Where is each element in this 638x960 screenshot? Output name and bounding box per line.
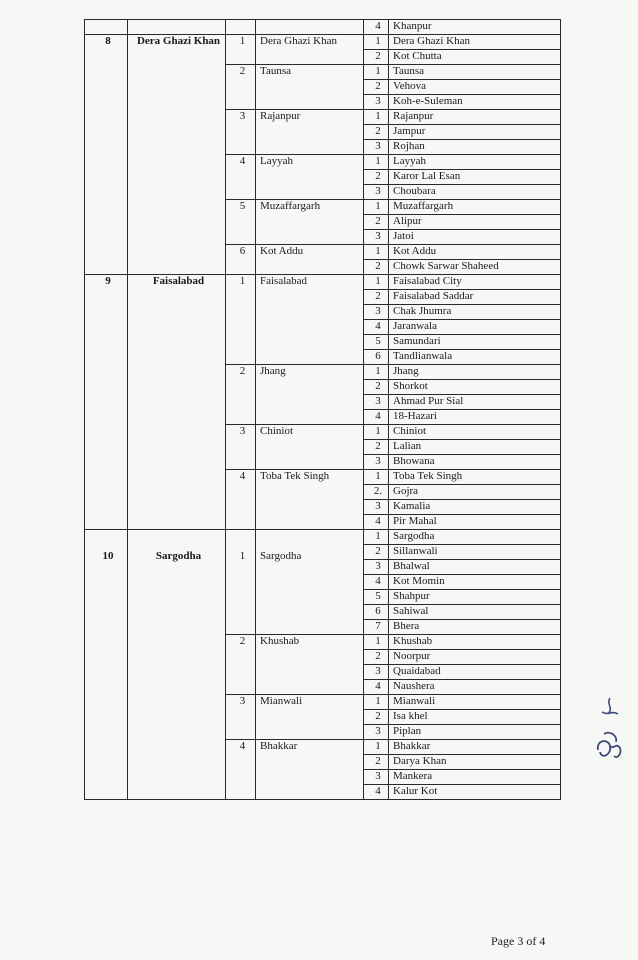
tehsil-name: Koh-e-Suleman	[389, 95, 561, 110]
tehsil-name: Jhang	[389, 365, 561, 380]
division-name: Sargodha	[128, 530, 226, 800]
district-number: 6	[226, 245, 256, 275]
tehsil-name: Isa khel	[389, 710, 561, 725]
tehsil-name: Bhalwal	[389, 560, 561, 575]
division-name-cell	[128, 20, 226, 35]
tehsil-number: 6	[364, 350, 389, 365]
tehsil-name: 18-Hazari	[389, 410, 561, 425]
district-number: 3	[226, 425, 256, 470]
tehsil-name: Naushera	[389, 680, 561, 695]
tehsil-name: Shorkot	[389, 380, 561, 395]
district-number: 4	[226, 470, 256, 530]
page-number: Page 3 of 4	[491, 934, 546, 948]
district-number: 4	[226, 740, 256, 800]
tehsil-name: Noorpur	[389, 650, 561, 665]
table-body	[85, 20, 561, 800]
district-number: 2	[226, 65, 256, 110]
tehsil-name: Chak Jhumra	[389, 305, 561, 320]
tehsil-number: 2	[364, 545, 389, 560]
district-name: Jhang	[256, 365, 364, 425]
tehsil-name: Ahmad Pur Sial	[389, 395, 561, 410]
tehsil-name: Mianwali	[389, 695, 561, 710]
district-number: 3	[226, 110, 256, 155]
division-district-tehsil-table	[84, 19, 561, 800]
tehsil-number: 3	[364, 500, 389, 515]
tehsil-number: 2.	[364, 485, 389, 500]
district-number: 1	[226, 275, 256, 365]
district-name: Sargodha	[256, 530, 364, 635]
tehsil-number: 2	[364, 170, 389, 185]
tehsil-number: 3	[364, 230, 389, 245]
tehsil-number: 2	[364, 215, 389, 230]
tehsil-name: Jampur	[389, 125, 561, 140]
tehsil-number: 1	[364, 110, 389, 125]
tehsil-name: Gojra	[389, 485, 561, 500]
tehsil-number: 1	[364, 245, 389, 260]
tehsil-name: Piplan	[389, 725, 561, 740]
tehsil-number: 2	[364, 710, 389, 725]
tehsil-name: Samundari	[389, 335, 561, 350]
district-name: Taunsa	[256, 65, 364, 110]
tehsil-number: 5	[364, 590, 389, 605]
tehsil-name: Vehova	[389, 80, 561, 95]
tehsil-number: 2	[364, 650, 389, 665]
district-number: 2	[226, 635, 256, 695]
table-row	[85, 530, 561, 545]
tehsil-name: Faisalabad City	[389, 275, 561, 290]
tehsil-number: 1	[364, 35, 389, 50]
tehsil-number: 4	[364, 680, 389, 695]
table-row	[85, 20, 561, 35]
division-number: 10	[85, 530, 128, 800]
tehsil-number: 4	[364, 785, 389, 800]
tehsil-number: 2	[364, 755, 389, 770]
tehsil-number: 3	[364, 560, 389, 575]
tehsil-name: Lalian	[389, 440, 561, 455]
tehsil-number: 3	[364, 725, 389, 740]
district-name: Bhakkar	[256, 740, 364, 800]
signature-mark	[588, 690, 628, 780]
table-row	[85, 35, 561, 50]
tehsil-number: 3	[364, 395, 389, 410]
tehsil-number: 2	[364, 260, 389, 275]
district-number: 5	[226, 200, 256, 245]
tehsil-number: 1	[364, 530, 389, 545]
tehsil-name: Dera Ghazi Khan	[389, 35, 561, 50]
tehsil-name: Darya Khan	[389, 755, 561, 770]
tehsil-name: Rajanpur	[389, 110, 561, 125]
tehsil-number: 1	[364, 275, 389, 290]
district-number: 1	[226, 530, 256, 635]
tehsil-name: Jaranwala	[389, 320, 561, 335]
tehsil-name: Mankera	[389, 770, 561, 785]
tehsil-name: Karor Lal Esan	[389, 170, 561, 185]
district-name: Dera Ghazi Khan	[256, 35, 364, 65]
tehsil-name: Pir Mahal	[389, 515, 561, 530]
tehsil-name: Faisalabad Saddar	[389, 290, 561, 305]
division-name: Dera Ghazi Khan	[128, 35, 226, 275]
tehsil-name: Jatoi	[389, 230, 561, 245]
tehsil-number: 4	[364, 515, 389, 530]
tehsil-name: Kot Momin	[389, 575, 561, 590]
tehsil-number: 1	[364, 635, 389, 650]
tehsil-name: Layyah	[389, 155, 561, 170]
division-number-cell	[85, 20, 128, 35]
tehsil-name: Alipur	[389, 215, 561, 230]
tehsil-number: 4	[364, 320, 389, 335]
division-number: 9	[85, 275, 128, 530]
tehsil-name: Muzaffargarh	[389, 200, 561, 215]
tehsil-number: 2	[364, 440, 389, 455]
tehsil-number: 3	[364, 185, 389, 200]
tehsil-name: Sahiwal	[389, 605, 561, 620]
tehsil-name: Kot Chutta	[389, 50, 561, 65]
tehsil-number: 3	[364, 665, 389, 680]
district-name: Toba Tek Singh	[256, 470, 364, 530]
tehsil-number: 1	[364, 470, 389, 485]
table-row	[85, 275, 561, 290]
district-name: Kot Addu	[256, 245, 364, 275]
tehsil-name: Khushab	[389, 635, 561, 650]
tehsil-name: Toba Tek Singh	[389, 470, 561, 485]
tehsil-number: 4	[364, 20, 389, 35]
tehsil-number: 1	[364, 200, 389, 215]
tehsil-number: 2	[364, 380, 389, 395]
tehsil-name: Bhera	[389, 620, 561, 635]
tehsil-number: 2	[364, 50, 389, 65]
district-number-cell	[226, 20, 256, 35]
tehsil-number: 1	[364, 365, 389, 380]
tehsil-name: Sillanwali	[389, 545, 561, 560]
tehsil-number: 4	[364, 575, 389, 590]
tehsil-name: Bhowana	[389, 455, 561, 470]
district-name: Muzaffargarh	[256, 200, 364, 245]
tehsil-number: 1	[364, 65, 389, 80]
district-number: 2	[226, 365, 256, 425]
tehsil-number: 1	[364, 695, 389, 710]
tehsil-number: 6	[364, 605, 389, 620]
district-name: Faisalabad	[256, 275, 364, 365]
tehsil-number: 2	[364, 80, 389, 95]
tehsil-name: Sargodha	[389, 530, 561, 545]
tehsil-number: 5	[364, 335, 389, 350]
district-name-cell	[256, 20, 364, 35]
district-name: Khushab	[256, 635, 364, 695]
tehsil-number: 3	[364, 770, 389, 785]
tehsil-name: Rojhan	[389, 140, 561, 155]
tehsil-number: 2	[364, 125, 389, 140]
tehsil-name: Chowk Sarwar Shaheed	[389, 260, 561, 275]
tehsil-name: Choubara	[389, 185, 561, 200]
tehsil-number: 3	[364, 140, 389, 155]
district-name: Chiniot	[256, 425, 364, 470]
tehsil-name: Quaidabad	[389, 665, 561, 680]
district-number: 3	[226, 695, 256, 740]
district-name: Rajanpur	[256, 110, 364, 155]
tehsil-number: 1	[364, 740, 389, 755]
tehsil-number: 4	[364, 410, 389, 425]
tehsil-name: Tandlianwala	[389, 350, 561, 365]
district-name: Layyah	[256, 155, 364, 200]
tehsil-name: Shahpur	[389, 590, 561, 605]
tehsil-number: 1	[364, 425, 389, 440]
division-number: 8	[85, 35, 128, 275]
tehsil-number: 2	[364, 290, 389, 305]
tehsil-name: Khanpur	[389, 20, 561, 35]
tehsil-number: 7	[364, 620, 389, 635]
district-number: 1	[226, 35, 256, 65]
district-number: 4	[226, 155, 256, 200]
tehsil-number: 3	[364, 95, 389, 110]
tehsil-name: Kamalia	[389, 500, 561, 515]
tehsil-name: Chiniot	[389, 425, 561, 440]
division-name: Faisalabad	[128, 275, 226, 530]
tehsil-name: Bhakkar	[389, 740, 561, 755]
tehsil-name: Taunsa	[389, 65, 561, 80]
tehsil-number: 3	[364, 305, 389, 320]
tehsil-number: 3	[364, 455, 389, 470]
tehsil-number: 1	[364, 155, 389, 170]
district-name: Mianwali	[256, 695, 364, 740]
tehsil-name: Kalur Kot	[389, 785, 561, 800]
tehsil-name: Kot Addu	[389, 245, 561, 260]
